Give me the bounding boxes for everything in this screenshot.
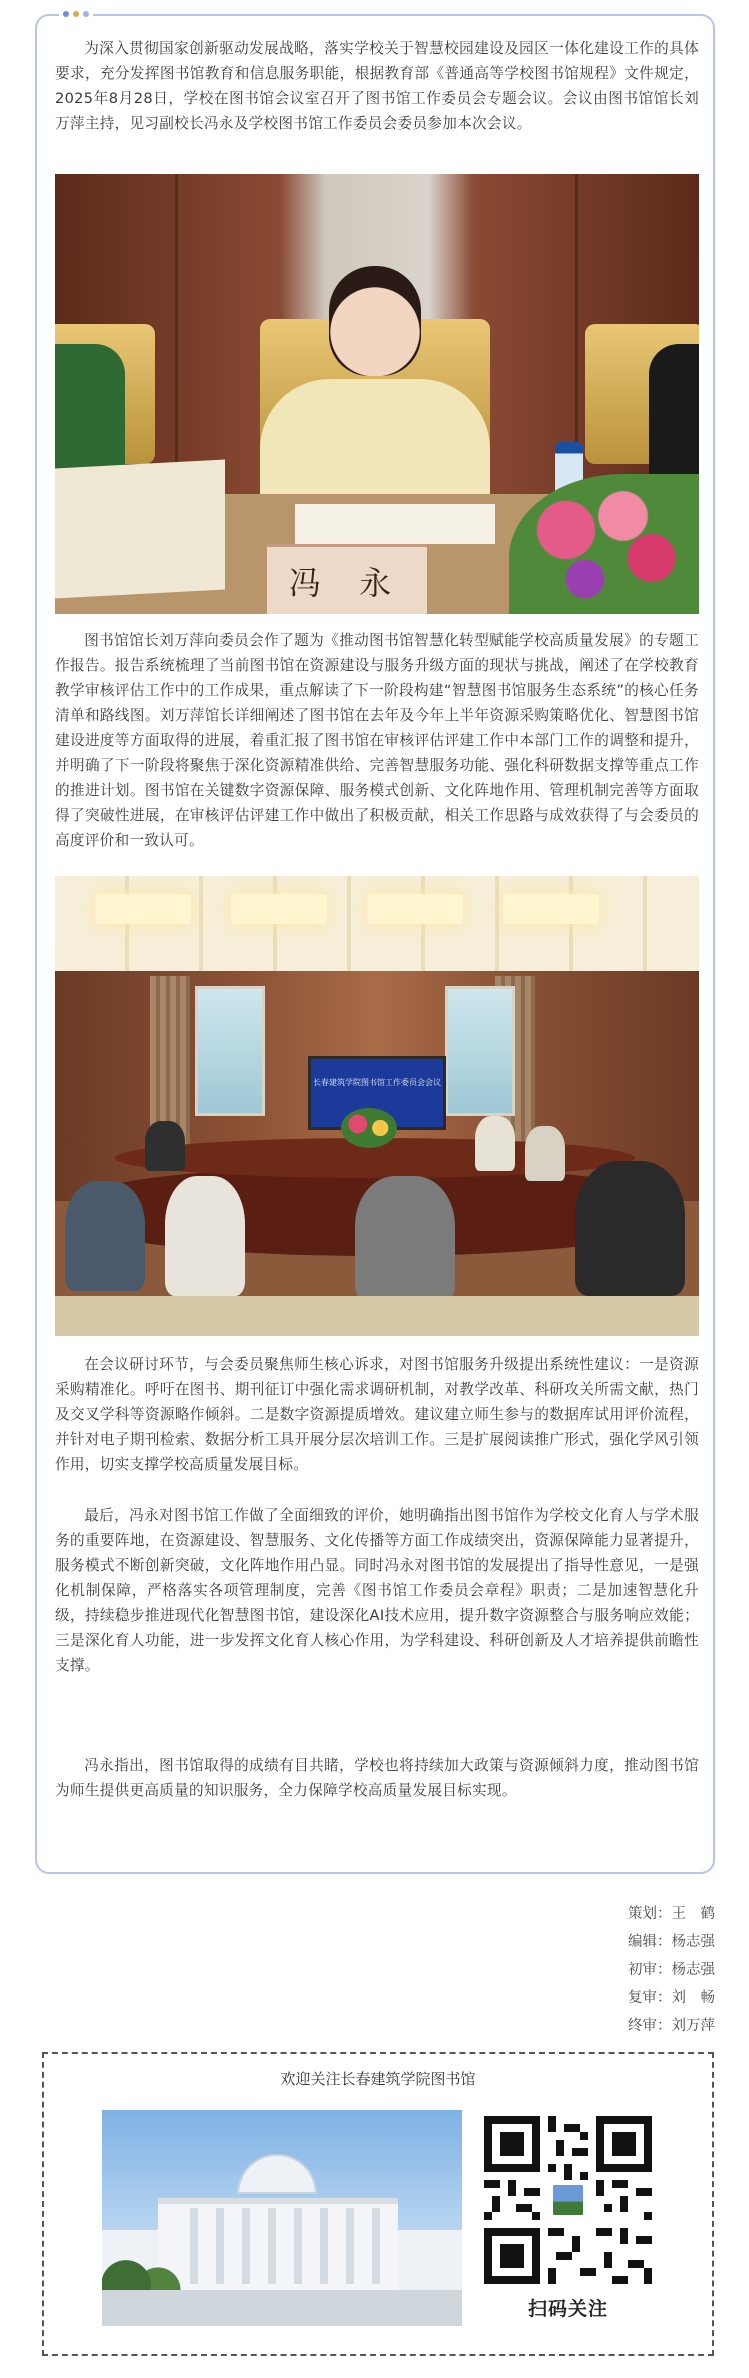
decorative-dots [59, 11, 93, 17]
article-card [35, 14, 715, 1874]
follow-box [42, 2052, 714, 2356]
discussion-paragraph: 在会议研讨环节，与会委员聚焦师生核心诉求，对图书馆服务升级提出系统性建议：一是资源采购精准化。呼吁在图书、期刊征订中强化需求调研机制，对教学改革、科研攻关所需文献，热门及交叉学科等资源略作倾斜。二是数字资源提质增效。建议建立师生参与的数据库试用评价流程，并针对电子期刊检索、数据分析工具开展分层次培训工作。三是扩展阅读推广形式，强化学风引领作用，切实支撑学校高质量发展目标。 [55, 1356, 699, 1473]
evaluation-paragraph: 最后，冯永对图书馆工作做了全面细致的评价，她明确指出图书馆作为学校文化育人与学术服务的重要阵地，在资源建设、智慧服务、文化传播等方面工作成绩突出，资源保障能力显著提升，服务模式不断创新突破，文化阵地作用凸显。同时冯永对图书馆的发展提出了指导性意见，一是强化机制保障，严格落实各项管理制度，完善《图书馆工作委员会章程》职责；二是加速智慧化升级，持续稳步推进现代化智慧图书馆，建设深化AI技术应用，提升数字资源整合与服务响应效能；三是深化育人功能，进一步发挥文化育人核心作用，为学科建设、科研创新及人才培养提供前瞻性支撑。 [55, 1507, 699, 1674]
meeting-chair-photo [55, 174, 699, 614]
credit-final-review: 终审：刘万萍 [628, 2018, 715, 2034]
follow-title: 欢迎关注长春建筑学院图书馆 [280, 2070, 476, 2088]
editorial-credits [515, 1900, 715, 2040]
projection-screen: 长春建筑学院图书馆工作委员会会议 [308, 1056, 446, 1130]
intro-paragraph: 为深入贯彻国家创新驱动发展战略，落实学校关于智慧校园建设及园区一体化建设工作的具体要求，充分发挥图书馆教育和信息服务职能，根据教育部《普通高等学校图书馆规程》文件规定，2025年8月28日，学校在图书馆会议室召开了图书馆工作委员会专题会议。会议由图书馆馆长刘万萍主持，见习副校长冯永及学校图书馆工作委员会委员参加本次会议。 [55, 40, 699, 132]
library-logo-icon [550, 2182, 586, 2218]
qr-code-block[interactable] [476, 2110, 660, 2340]
nameplate: 冯 永 [267, 544, 427, 614]
credit-second-review: 复审：刘 畅 [628, 1990, 715, 2006]
report-paragraph: 图书馆馆长刘万萍向委员会作了题为《推动图书馆智慧化转型赋能学校高质量发展》的专题工作报告。报告系统梳理了当前图书馆在资源建设与服务升级方面的现状与挑战，阐述了在学校教育教学审核评估工作中的工作成果，重点解读了下一阶段构建“智慧图书馆服务生态系统”的核心任务清单和路线图。刘万萍馆长详细阐述了图书馆在去年及今年上半年资源采购策略优化、智慧图书馆建设进度等方面取得的进展，着重汇报了图书馆在审核评估评建工作中本部门工作的调整和提升，并明确了下一阶段将聚焦于深化资源精准供给、完善智慧服务功能、强化科研数据支撑等重点工作的推进计划。图书馆在关键数字资源保障、服务模式创新、文化阵地作用、管理机制完善等方面取得了突破性进展，在审核评估评建工作中做出了积极贡献，相关工作思路与成效获得了与会委员的高度评价和一致认可。 [55, 632, 699, 849]
credit-first-review: 初审：杨志强 [628, 1962, 715, 1978]
conference-room-photo [55, 876, 699, 1336]
library-building-photo [102, 2110, 462, 2326]
credit-planner: 策划：王 鹤 [628, 1906, 715, 1922]
qr-code-icon[interactable] [484, 2116, 652, 2284]
qr-caption: 扫码关注 [527, 2298, 608, 2320]
closing-paragraph: 冯永指出，图书馆取得的成绩有目共睹，学校也将持续加大政策与资源倾斜力度，推动图书馆为师生提供更高质量的知识服务，全力保障学校高质量发展目标实现。 [55, 1757, 699, 1799]
credit-editor: 编辑：杨志强 [628, 1934, 715, 1950]
